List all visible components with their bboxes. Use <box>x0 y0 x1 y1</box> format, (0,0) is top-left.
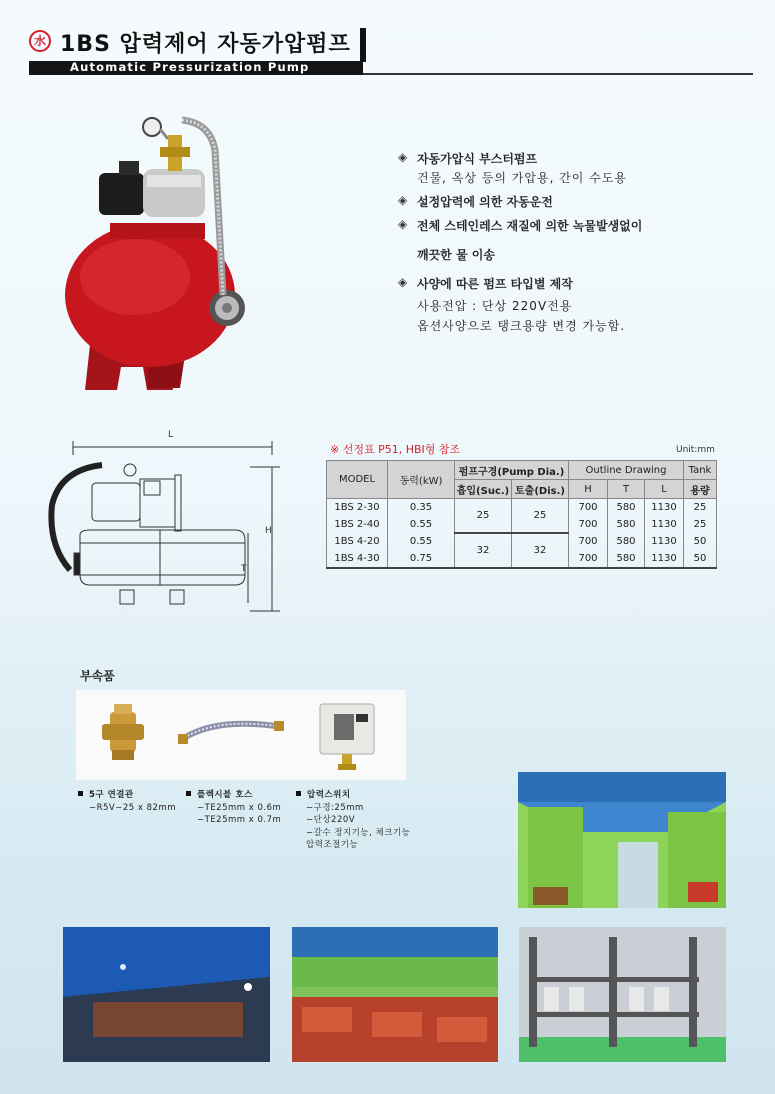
spec-table <box>326 460 717 569</box>
cell-t: 580 <box>608 533 645 550</box>
feature-desc: 건물, 옥상 등의 가압용, 간이 수도용 <box>417 171 627 185</box>
cell-model: 1BS 4-20 <box>327 533 388 550</box>
page-title: 1BS 압력제어 자동가압펌프 <box>60 32 351 57</box>
accessories-panel <box>76 690 406 780</box>
accessory-spec: 압력조절기능 <box>306 840 359 850</box>
accessory-name: 압력스위치 <box>307 790 351 800</box>
outline-drawing <box>40 425 290 620</box>
cell-t: 580 <box>608 516 645 533</box>
feature-list <box>398 150 758 341</box>
cell-h: 700 <box>569 533 608 550</box>
col-outline: Outline Drawing <box>569 461 684 480</box>
cell-tank: 25 <box>684 499 717 517</box>
col-t: T <box>608 480 645 499</box>
cell-power: 0.75 <box>388 550 455 568</box>
connector-fitting-image <box>98 704 148 764</box>
accessory-spec: −TE25mm x 0.6m <box>197 802 282 813</box>
cell-l: 1130 <box>645 499 684 517</box>
cell-discharge: 32 <box>512 533 569 568</box>
warehouse-photo-green-racks <box>518 772 726 908</box>
cell-power: 0.35 <box>388 499 455 517</box>
diamond-bullet-icon: ◈ <box>398 217 408 231</box>
flexible-hose-image <box>176 712 286 752</box>
header-rule <box>363 73 753 75</box>
company-logo: 水 <box>29 30 51 52</box>
accessory-spec: −갈수 정지기능, 체크기능 <box>306 827 411 838</box>
dimension-h-label: H <box>265 526 272 536</box>
pressure-switch-image <box>318 700 378 780</box>
cell-suction: 32 <box>455 533 512 568</box>
cell-h: 700 <box>569 516 608 533</box>
warehouse-photo-red-crates <box>292 927 498 1062</box>
cell-h: 700 <box>569 550 608 568</box>
feature-item <box>398 193 758 210</box>
accessory-item <box>296 789 410 852</box>
cell-tank: 25 <box>684 516 717 533</box>
accessory-item <box>78 789 176 814</box>
accessories-heading: 부속품 <box>80 669 115 683</box>
cell-model: 1BS 4-30 <box>327 550 388 568</box>
feature-title: 전체 스테인레스 재질에 의한 녹물발생없이 <box>417 219 643 233</box>
diamond-bullet-icon: ◈ <box>398 150 408 164</box>
feature-title: 사양에 따른 펌프 타입별 제작 <box>417 277 573 291</box>
cell-t: 580 <box>608 550 645 568</box>
page-subtitle: Automatic Pressurization Pump <box>70 60 310 74</box>
cell-l: 1130 <box>645 533 684 550</box>
diamond-bullet-icon: ◈ <box>398 193 408 207</box>
feature-desc: 사용전압 : 단상 220V전용 <box>417 299 573 313</box>
cell-suction: 25 <box>455 499 512 534</box>
diamond-bullet-icon: ◈ <box>398 275 408 289</box>
cell-t: 580 <box>608 499 645 517</box>
table-row <box>327 533 717 550</box>
table-row <box>327 499 717 517</box>
cell-l: 1130 <box>645 516 684 533</box>
feature-title: 깨끗한 물 이송 <box>417 248 495 262</box>
cell-power: 0.55 <box>388 516 455 533</box>
square-bullet-icon <box>186 791 191 796</box>
col-l: L <box>645 480 684 499</box>
col-h: H <box>569 480 608 499</box>
accessory-name: 플렉시블 호스 <box>197 790 253 800</box>
feature-item <box>398 217 758 234</box>
cell-power: 0.55 <box>388 533 455 550</box>
cell-model: 1BS 2-30 <box>327 499 388 517</box>
square-bullet-icon <box>78 791 83 796</box>
col-pump-dia: 펌프구경(Pump Dia.) <box>455 461 569 480</box>
col-model: MODEL <box>327 461 388 499</box>
col-capacity: 용량 <box>684 480 717 499</box>
accessory-spec: −TE25mm x 0.7m <box>197 815 282 825</box>
dimension-l-label: L <box>168 430 174 440</box>
warehouse-photo-blue-roof <box>63 927 270 1062</box>
title-accent-bar <box>360 28 366 62</box>
cell-tank: 50 <box>684 550 717 568</box>
accessory-spec: −단상220V <box>306 815 356 825</box>
feature-title: 설정압력에 의한 자동운전 <box>417 195 553 209</box>
feature-desc: 옵션사양으로 탱크용량 변경 가능함. <box>417 319 626 333</box>
col-discharge: 토출(Dis.) <box>512 480 569 499</box>
cell-l: 1130 <box>645 550 684 568</box>
accessory-spec: −구경:25mm <box>306 802 364 813</box>
cell-discharge: 25 <box>512 499 569 534</box>
feature-item <box>398 275 758 314</box>
cell-tank: 50 <box>684 533 717 550</box>
cell-h: 700 <box>569 499 608 517</box>
reference-note: ※ 선정표 P51, HBI형 참조 <box>330 443 461 456</box>
square-bullet-icon <box>296 791 301 796</box>
accessory-spec: −R5V−25 x 82mm <box>89 802 176 813</box>
feature-title: 자동가압식 부스터펌프 <box>417 152 538 166</box>
feature-item <box>398 150 758 186</box>
col-tank: Tank <box>684 461 717 480</box>
cell-model: 1BS 2-40 <box>327 516 388 533</box>
col-power: 동력(kW) <box>388 461 455 499</box>
accessory-item <box>186 789 281 827</box>
col-suction: 흡입(Suc.) <box>455 480 512 499</box>
dimension-t-label: T <box>241 564 247 574</box>
unit-label: Unit:mm <box>676 445 715 455</box>
accessory-name: 5구 연결관 <box>89 790 134 800</box>
warehouse-photo-steel-pumps <box>519 927 726 1062</box>
feature-item <box>398 317 758 334</box>
pump-product-image <box>55 105 265 395</box>
feature-item <box>398 246 758 263</box>
